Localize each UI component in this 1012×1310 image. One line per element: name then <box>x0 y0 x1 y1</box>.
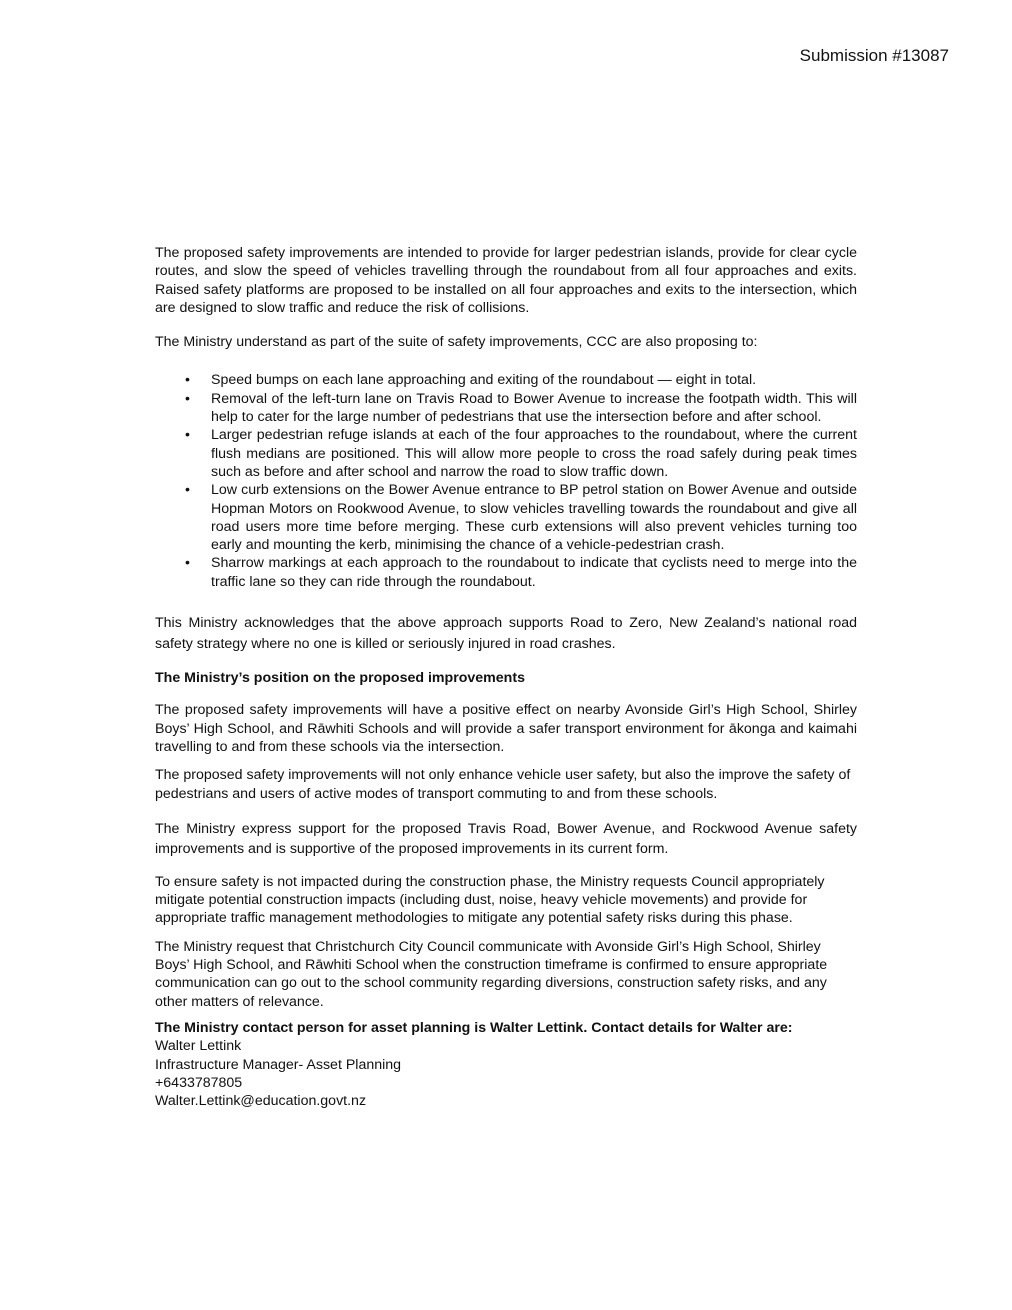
contact-phone: +6433787805 <box>155 1074 243 1091</box>
acknowledge-paragraph: This Ministry acknowledges that the above approach supports Road to Zero, New Zealand’s national road safety strategy where no one is killed or seriously injured in road crashes. <box>155 615 857 653</box>
contact-name: Walter Lettink <box>155 1038 242 1055</box>
understand-paragraph: The Ministry understand as part of the suite of safety improvements, CCC are also proposing to: <box>155 334 758 351</box>
construction-paragraph: To ensure safety is not impacted during the construction phase, the Ministry requests Council appropriately mitigate potential construction impacts (including dust, noise, heavy vehicle movements) and provide for appropriate traffic management methodologies to mitigate any potential safety risks during this phase. <box>155 873 825 927</box>
position-paragraph-2: The proposed safety improvements will not only enhance vehicle user safety, but also the improve the safety of pedestrians and users of active modes of transport commuting to and from these schools. <box>155 767 851 802</box>
contact-email: Walter.Lettink@education.govt.nz <box>155 1093 367 1110</box>
list-item: • Speed bumps on each lane approaching and exiting of the roundabout — eight in total. <box>211 371 857 389</box>
contact-title: Infrastructure Manager- Asset Planning <box>155 1056 402 1073</box>
communication-paragraph: The Ministry request that Christchurch City Council communicate with Avonside Girl’s High School, Shirley Boys’ High School, and Rāwhiti School when the construction timeframe is confirmed to ensure appropriate communication can go out to the school community regarding diversions, construction safety risks, and any other matters of relevance. <box>155 938 828 1010</box>
list-item: • Low curb extensions on the Bower Avenue entrance to BP petrol station on Bower Avenue and outside Hopman Motors on Rookwood Avenue, to slow vehicles travelling towards the roundabout and give all road users more time before merging. These curb extensions will also prevent vehicles turning too early and mounting the kerb, minimising the chance of a vehicle-pedestrian crash. <box>211 481 857 554</box>
intro-paragraph: The proposed safety improvements are intended to provide for larger pedestrian islands, provide for clear cycle routes, and slow the speed of vehicles travelling through the roundabout from all four approaches and exits. Raised safety platforms are proposed to be installed on all four approaches and exits to the intersection, which are designed to slow traffic and reduce the risk of collisions. <box>155 245 857 316</box>
support-paragraph: The Ministry express support for the proposed Travis Road, Bower Avenue, and Rockwood Avenue safety improvements and is supportive of the proposed improvements in its current form. <box>155 820 857 857</box>
list-item: • Larger pedestrian refuge islands at each of the four approaches to the roundabout, where the current flush medians are positioned. This will allow more people to cross the road safely during peak times such as before and after school and narrow the road to slow traffic down. <box>211 426 857 481</box>
position-paragraph-1: The proposed safety improvements will have a positive effect on nearby Avonside Girl’s High School, Shirley Boys’ High School, and Rāwhiti Schools and will provide a safer transport environment for ākonga and kaimahi travelling to and from these schools via the intersection. <box>155 702 857 755</box>
position-heading: The Ministry’s position on the proposed improvements <box>155 670 525 687</box>
contact-heading: The Ministry contact person for asset planning is Walter Lettink. Contact details for Walter are: <box>155 1019 793 1036</box>
submission-id: Submission #13087 <box>799 46 949 65</box>
contact-block <box>155 1037 857 1110</box>
list-item: • Sharrow markings at each approach to the roundabout to indicate that cyclists need to merge into the traffic lane so they can ride through the roundabout. <box>211 554 857 591</box>
document-body <box>155 244 857 1110</box>
list-item: • Removal of the left-turn lane on Travis Road to Bower Avenue to increase the footpath width. This will help to cater for the large number of pedestrians that use the intersection before and after school. <box>211 390 857 427</box>
proposals-list <box>155 371 857 591</box>
